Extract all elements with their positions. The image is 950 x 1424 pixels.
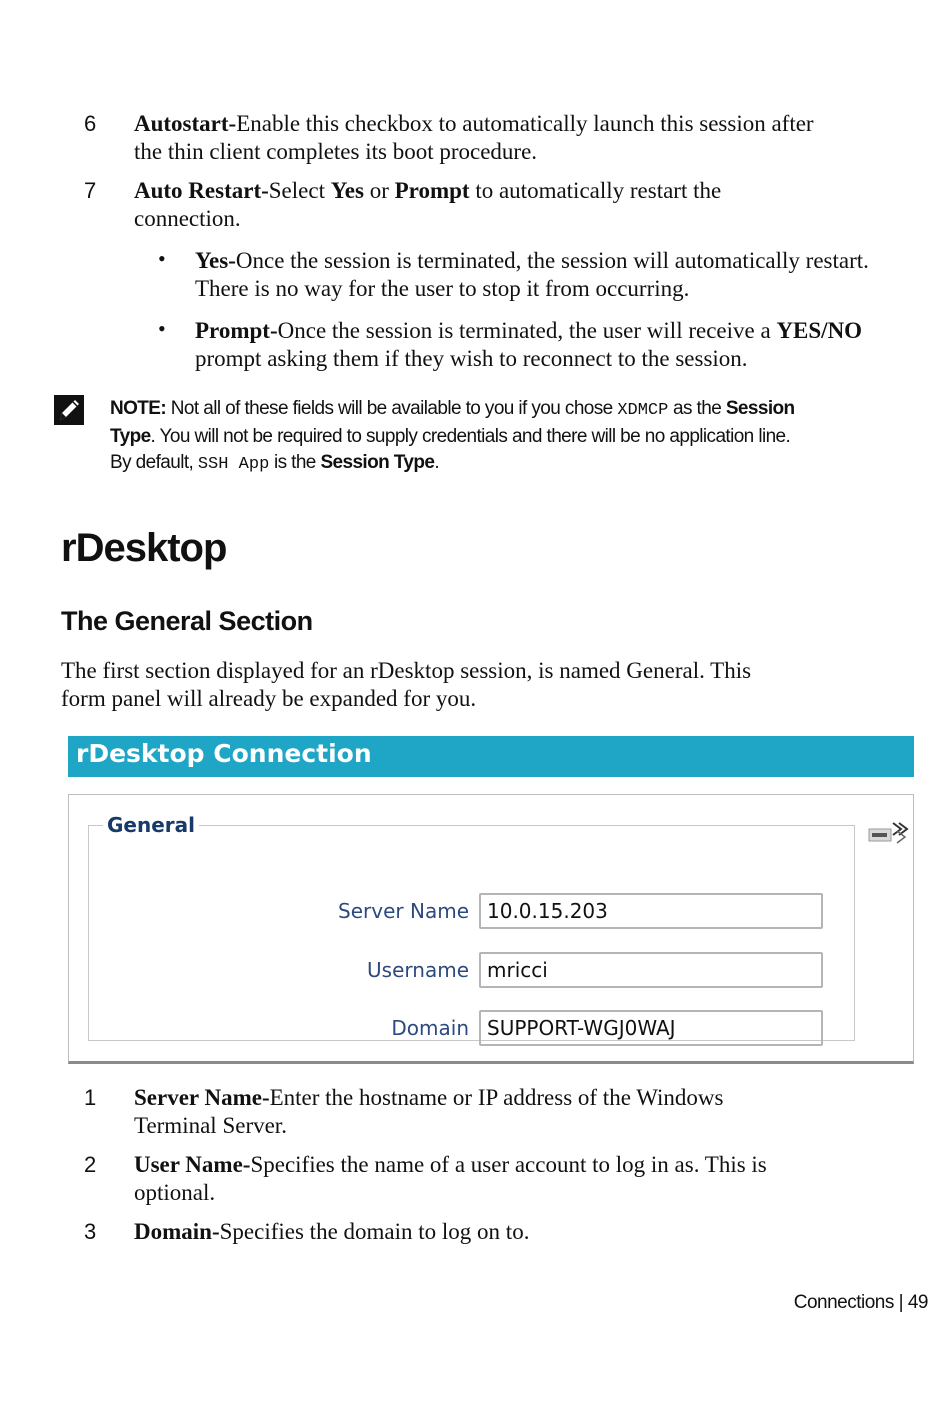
bullet-dot: • [158, 246, 166, 271]
bullet-yes: Yes-Once the session is terminated, the session will automatically restart. There is no way for the user to stop it from occurring. [195, 248, 869, 301]
bullet-dot: • [158, 316, 166, 341]
section-title: The General Section [61, 606, 313, 636]
server-name-label: Server Name [338, 899, 469, 923]
connection-header [68, 736, 914, 777]
domain-input[interactable]: SUPPORT-WGJ0WAJ [479, 1010, 823, 1046]
list-item-server-name: Server Name-Enter the hostname or IP address of the Windows Terminal Server. [134, 1085, 724, 1138]
connection-title: rDesktop Connection [76, 739, 372, 768]
list-number: 3 [84, 1219, 97, 1244]
list-item-auto-restart: Auto Restart-Select Yes or Prompt to automatically restart the connection. [134, 178, 722, 231]
server-name-input[interactable]: 10.0.15.203 [479, 893, 823, 929]
footer-separator: | [898, 1292, 904, 1313]
page-number: 49 [907, 1292, 928, 1313]
list-item-autostart: Autostart-Enable this checkbox to automatically launch this session after the thin client completes its boot procedure. [134, 111, 814, 164]
note-text: NOTE: Not all of these fields will be available to you if you chose XDMCP as the Session Type. You will not be required to supply credentials and there will be no application line. By default, SSH App is the Session Type. [110, 398, 795, 474]
page-footer [794, 1292, 928, 1314]
username-input[interactable]: mricci [479, 952, 823, 988]
general-fieldset [88, 813, 855, 1041]
username-label: Username [367, 958, 469, 982]
page-title: rDesktop [61, 526, 227, 570]
list-number: 6 [84, 111, 97, 136]
intro-paragraph: The first section displayed for an rDesktop session, is named General. This form panel will already be expanded for you. [61, 658, 752, 711]
fieldset-legend: General [103, 813, 199, 837]
domain-label: Domain [391, 1016, 469, 1040]
footer-section: Connections [793, 1292, 894, 1313]
bullet-prompt: Prompt-Once the session is terminated, the user will receive a YES/NO prompt asking them if they wish to reconnect to the session. [195, 318, 863, 371]
list-number: 2 [84, 1152, 97, 1177]
list-item-domain: Domain-Specifies the domain to log on to. [134, 1219, 530, 1244]
term: Autostart- [134, 111, 237, 136]
note-pencil-icon [53, 394, 85, 426]
list-number: 1 [84, 1085, 97, 1110]
list-item-user-name: User Name-Specifies the name of a user account to log in as. This is optional. [134, 1152, 767, 1205]
form-panel [68, 794, 914, 1064]
collapse-icon[interactable] [867, 817, 915, 847]
list-number: 7 [84, 178, 97, 203]
